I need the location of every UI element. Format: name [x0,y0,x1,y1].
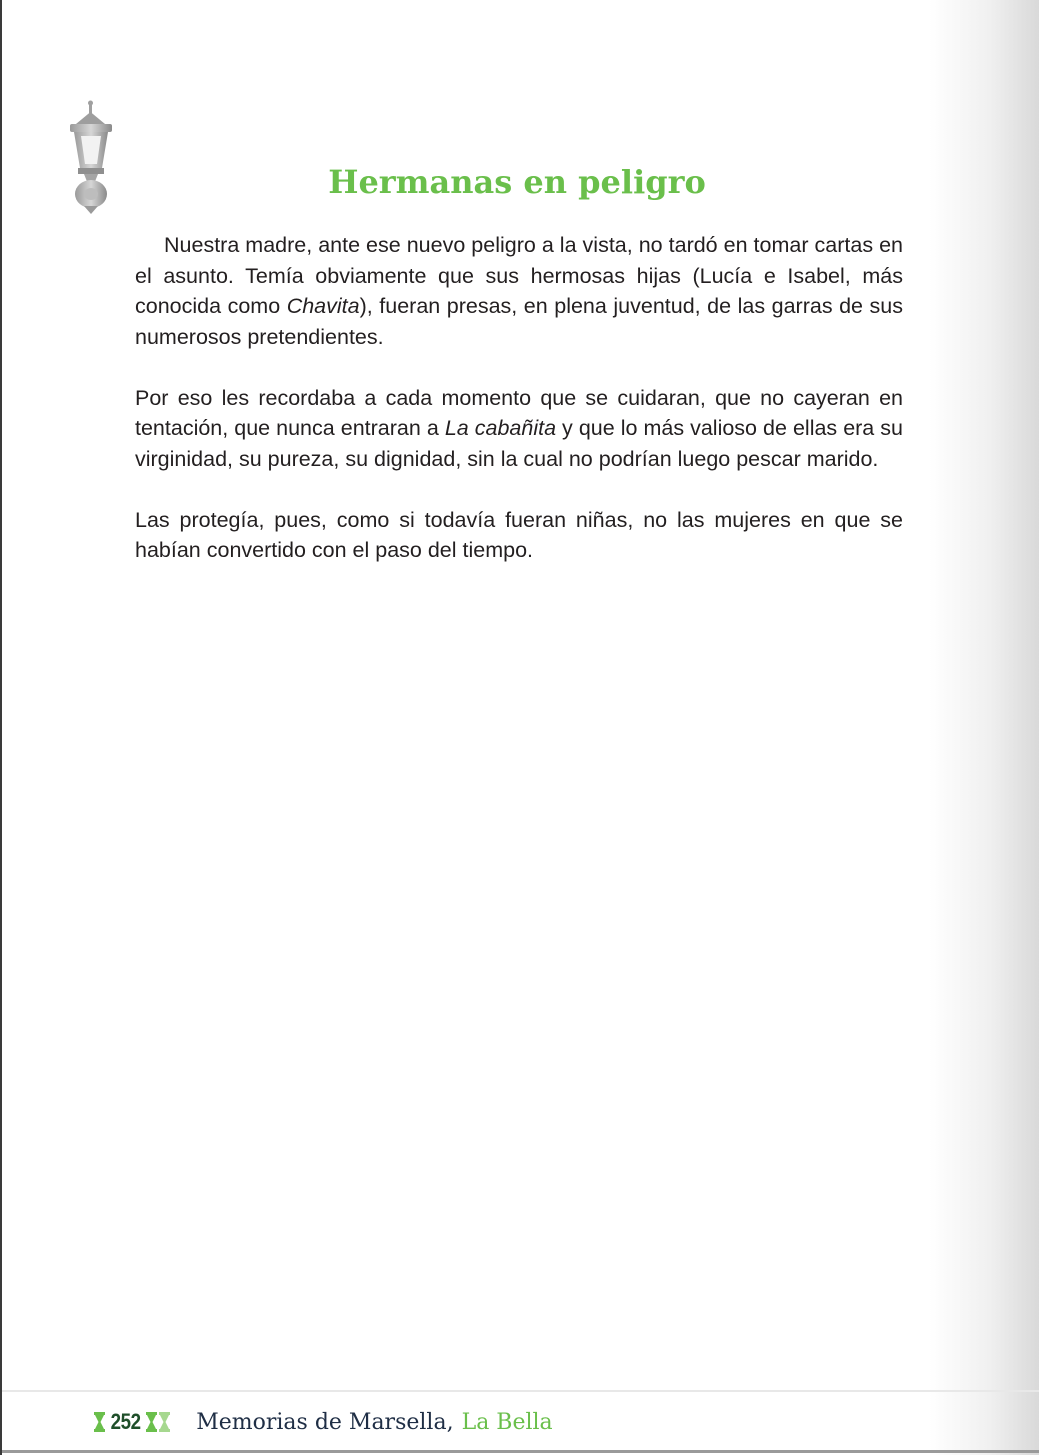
hourglass-ornament-icon [94,1412,105,1432]
street-lamp-icon [64,100,118,214]
paragraph-1-text-b: ), fueran presas, en plena juventud, de las garras de sus numerosos pretendientes. [135,294,903,349]
page-edge-shadow [929,0,1039,1455]
page-footer [94,1404,553,1440]
footer-ornament-right [146,1412,170,1432]
paragraph-3: Las protegía, pues, como si todavía fueran niñas, no las mujeres en que se habían convertido con el paso del tiempo. [135,507,903,562]
hourglass-ornament-icon [146,1412,157,1432]
paragraph-1-emphasis: Chavita [286,294,360,318]
paragraph-2-emphasis: La cabañita [444,416,557,440]
footer-ornament-left [94,1412,105,1432]
page-number: 252 [110,1409,141,1434]
paragraph-1-text-a: Nuestra madre, ante ese nuevo peligro a la vista, no tardó en tomar cartas en el asunto. Temía obviamente que sus hermosas hijas (Lucía e Isabel, más conocida como [135,233,903,318]
paragraph-2-text-b: y que lo más valioso de ellas era su virginidad, su pureza, su dignidad, sin la cual no podrían luego pescar marido. [135,416,903,471]
footer-book-title: Memorias de Marsella, [196,1409,454,1435]
paragraph-1 [135,230,903,352]
chapter-title: Hermanas en peligro [328,163,706,201]
paragraph-2-text-a: Por eso les recordaba a cada momento que se cuidaran, que no cayeran en tentación, que nunca entraran a [135,385,903,440]
footer-book-subtitle: La Bella [461,1409,553,1435]
body-text [135,230,903,596]
paragraph-2 [135,383,903,475]
hourglass-ornament-icon [159,1412,170,1432]
footer-divider [2,1390,1039,1392]
page-bottom-edge [2,1450,1039,1453]
